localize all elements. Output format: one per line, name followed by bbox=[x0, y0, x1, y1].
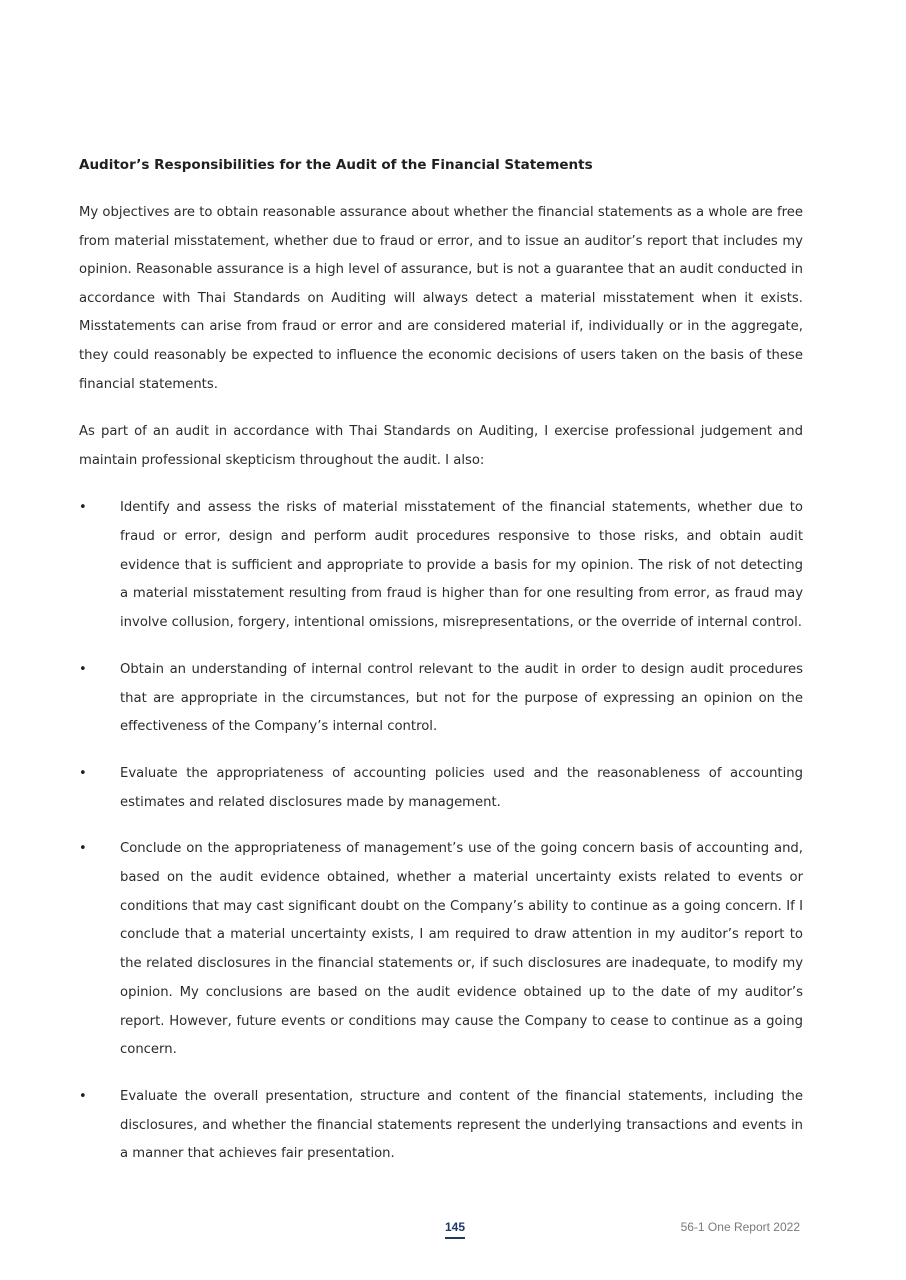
responsibilities-list bbox=[79, 494, 803, 1169]
bullet-icon: • bbox=[79, 765, 87, 781]
list-item-text: Conclude on the appropriateness of management’s use of the going concern basis of accounting and, based on the audit evidence obtained, whether a material uncertainty exists related to events or conditions that may cast significant doubt on the Company’s ability to continue as a going concern. If I conclude that a material uncertainty exists, I am required to draw attention in my auditor’s report to the related disclosures in the financial statements or, if such disclosures are inadequate, to modify my opinion. My conclusions are based on the audit evidence obtained up to the date of my auditor’s report. However, future events or conditions may cause the Company to cease to continue as a going concern. bbox=[120, 841, 803, 1058]
page-number: 145 bbox=[445, 1220, 465, 1239]
list-item bbox=[79, 656, 803, 742]
objectives-paragraph: My objectives are to obtain reasonable assurance about whether the financial statements as a whole are free from material misstatement, whether due to fraud or error, and to issue an auditor’s report that includes my opinion. Reasonable assurance is a high level of assurance, but is not a guarantee that an audit conducted in accordance with Thai Standards on Auditing will always detect a material misstatement when it exists. Misstatements can arise from fraud or error and are considered material if, individually or in the aggregate, they could reasonably be expected to influence the economic decisions of users taken on the basis of these financial statements. bbox=[79, 205, 803, 392]
audit-approach-paragraph: As part of an audit in accordance with Thai Standards on Auditing, I exercise professional judgement and maintain professional skepticism throughout the audit. I also: bbox=[79, 424, 803, 468]
list-item-text: Evaluate the overall presentation, structure and content of the financial statements, including the disclosures, and whether the financial statements represent the underlying transactions and events in a manner that achieves fair presentation. bbox=[120, 1089, 803, 1162]
bullet-icon: • bbox=[79, 661, 87, 677]
list-item bbox=[79, 835, 803, 1065]
page-footer bbox=[0, 1220, 906, 1244]
list-item-text: Identify and assess the risks of material misstatement of the financial statements, whether due to fraud or error, design and perform audit procedures responsive to those risks, and obtain audit evidence that is sufficient and appropriate to provide a basis for my opinion. The risk of not detecting a material misstatement resulting from fraud is higher than for one resulting from error, as fraud may involve collusion, forgery, intentional omissions, misrepresentations, or the override of internal control. bbox=[120, 500, 803, 631]
list-item bbox=[79, 494, 803, 638]
bullet-icon: • bbox=[79, 841, 87, 857]
list-item-text: Obtain an understanding of internal control relevant to the audit in order to design audit procedures that are appropriate in the circumstances, but not for the purpose of expressing an opinion on the effectiveness of the Company’s internal control. bbox=[120, 661, 803, 735]
bullet-icon: • bbox=[79, 500, 87, 516]
report-name: 56-1 One Report 2022 bbox=[680, 1220, 800, 1234]
document-body bbox=[79, 152, 803, 1187]
list-item-text: Evaluate the appropriateness of accounting policies used and the reasonableness of accounting estimates and related disclosures made by management. bbox=[120, 765, 803, 810]
bullet-icon: • bbox=[79, 1089, 87, 1104]
list-item bbox=[79, 1083, 803, 1169]
section-heading: Auditor’s Responsibilities for the Audit of the Financial Statements bbox=[79, 157, 593, 173]
list-item bbox=[79, 760, 803, 817]
